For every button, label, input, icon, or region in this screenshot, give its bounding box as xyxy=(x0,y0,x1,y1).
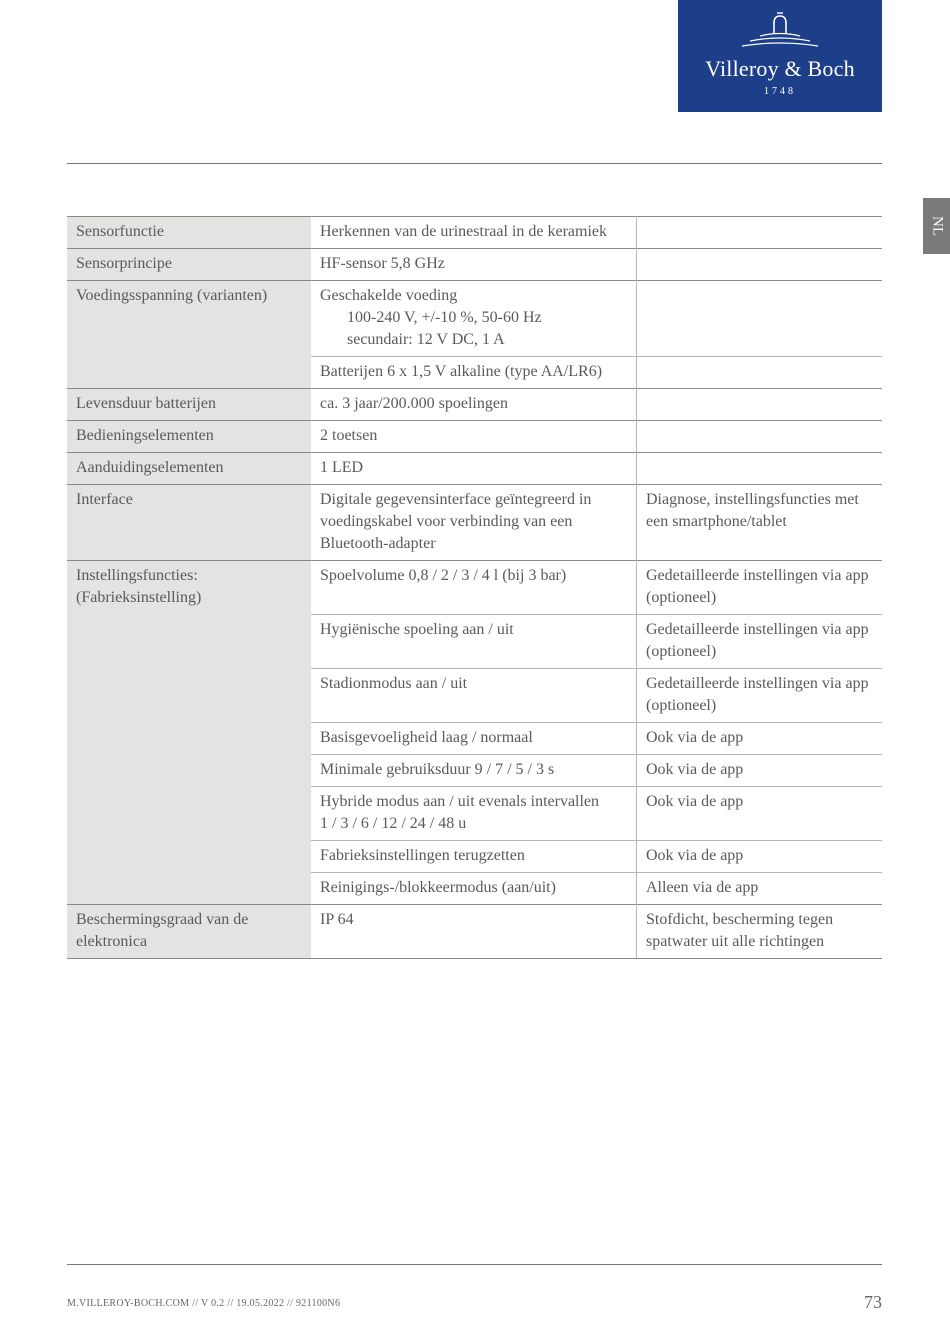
table-row xyxy=(67,389,882,421)
note-cell xyxy=(637,249,883,281)
table-row xyxy=(67,561,882,615)
note-cell xyxy=(637,453,883,485)
language-tab xyxy=(923,198,950,254)
parameter-cell: Beschermingsgraad van de elektronica xyxy=(67,905,311,959)
parameter-cell: Interface xyxy=(67,485,311,561)
note-cell: Ook via de app xyxy=(637,723,883,755)
note-cell xyxy=(637,421,883,453)
value-cell: Digitale gegevensinterface geïntegreerd in voedingskabel voor verbinding van een Bluetooth-adapter xyxy=(311,485,637,561)
parameter-cell: Sensorprincipe xyxy=(67,249,311,281)
value-cell: Herkennen van de urinestraal in de keramiek xyxy=(311,217,637,249)
table-row xyxy=(67,905,882,959)
table-row xyxy=(67,249,882,281)
note-cell: Diagnose, instellingsfuncties met een smartphone/tablet xyxy=(637,485,883,561)
parameter-cell: Aanduidingselementen xyxy=(67,453,311,485)
value-cell xyxy=(311,787,637,841)
value-line: Hybride modus aan / uit evenals intervallen xyxy=(320,793,600,810)
brand-year: 1748 xyxy=(764,86,796,97)
table-row xyxy=(67,485,882,561)
value-cell: Batterijen 6 x 1,5 V alkaline (type AA/LR6) xyxy=(311,357,637,389)
parameter-line: Instellingsfuncties: xyxy=(76,567,198,584)
parameter-cell: Levensduur batterijen xyxy=(67,389,311,421)
header-divider xyxy=(67,163,882,164)
note-cell xyxy=(637,217,883,249)
specifications-table xyxy=(67,216,882,959)
value-line: 1 / 3 / 6 / 12 / 24 / 48 u xyxy=(320,815,467,832)
note-cell: Gedetailleerde instellingen via app (optioneel) xyxy=(637,669,883,723)
note-cell: Stofdicht, bescherming tegen spatwater uit alle richtingen xyxy=(637,905,883,959)
footer-text: M.VILLEROY-BOCH.COM // V 0.2 // 19.05.2022 // 921100N6 xyxy=(67,1298,341,1309)
note-cell: Ook via de app xyxy=(637,841,883,873)
value-cell: 1 LED xyxy=(311,453,637,485)
brand-logo xyxy=(678,0,882,112)
parameter-line: (Fabrieksinstelling) xyxy=(76,589,202,606)
value-cell: ca. 3 jaar/200.000 spoelingen xyxy=(311,389,637,421)
parameter-cell: Voedingsspanning (varianten) xyxy=(67,281,311,389)
value-cell: IP 64 xyxy=(311,905,637,959)
parameter-cell: Sensorfunctie xyxy=(67,217,311,249)
brand-name: Villeroy & Boch xyxy=(705,56,855,81)
note-cell: Alleen via de app xyxy=(637,873,883,905)
value-cell: 2 toetsen xyxy=(311,421,637,453)
value-cell: Reinigings-/blokkeermodus (aan/uit) xyxy=(311,873,637,905)
parameter-cell: Bedieningselementen xyxy=(67,421,311,453)
note-cell xyxy=(637,389,883,421)
note-cell: Ook via de app xyxy=(637,787,883,841)
value-cell: Hygiënische spoeling aan / uit xyxy=(311,615,637,669)
fountain-icon xyxy=(678,0,882,60)
table-row xyxy=(67,421,882,453)
page-number: 73 xyxy=(864,1292,882,1312)
table-row xyxy=(67,281,882,357)
footer-divider xyxy=(67,1264,882,1265)
note-cell xyxy=(637,281,883,357)
table-row xyxy=(67,453,882,485)
value-cell: Minimale gebruiksduur 9 / 7 / 5 / 3 s xyxy=(311,755,637,787)
table-row xyxy=(67,217,882,249)
value-cell: HF-sensor 5,8 GHz xyxy=(311,249,637,281)
note-cell: Gedetailleerde instellingen via app (optioneel) xyxy=(637,615,883,669)
note-cell xyxy=(637,357,883,389)
note-cell: Gedetailleerde instellingen via app (optioneel) xyxy=(637,561,883,615)
parameter-cell xyxy=(67,561,311,905)
language-tab-label: NL xyxy=(929,216,945,236)
value-cell: Fabrieksinstellingen terugzetten xyxy=(311,841,637,873)
value-line: secundair: 12 V DC, 1 A xyxy=(347,331,505,348)
value-cell: Spoelvolume 0,8 / 2 / 3 / 4 l (bij 3 bar) xyxy=(311,561,637,615)
value-line: 100-240 V, +/-10 %, 50-60 Hz xyxy=(347,309,542,326)
note-cell: Ook via de app xyxy=(637,755,883,787)
value-cell: Stadionmodus aan / uit xyxy=(311,669,637,723)
value-cell xyxy=(311,281,637,357)
value-line: Geschakelde voeding xyxy=(320,287,458,304)
value-cell: Basisgevoeligheid laag / normaal xyxy=(311,723,637,755)
